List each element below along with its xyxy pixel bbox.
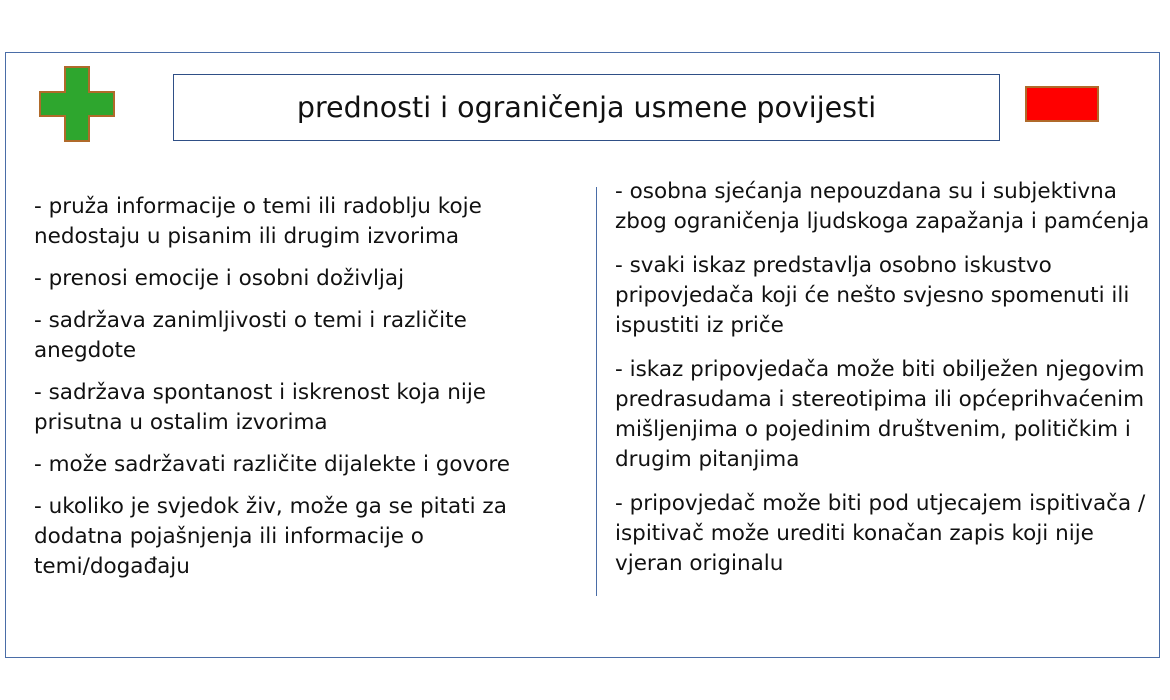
advantage-item: - ukoliko je svjedok živ, može ga se pitati za dodatna pojašnjenja ili informacije o temi/događaju bbox=[34, 494, 507, 579]
advantages-list bbox=[34, 192, 564, 594]
advantage-item: - sadržava zanimljivosti o temi i različite anegdote bbox=[34, 308, 467, 363]
minus-icon bbox=[1025, 86, 1099, 122]
advantage-item: - može sadržavati različite dijalekte i govore bbox=[34, 452, 511, 477]
advantage-item: - pruža informacije o temi ili radoblju koje nedostaju u pisanim ili drugim izvorima bbox=[34, 194, 482, 249]
plus-icon bbox=[39, 66, 115, 142]
advantage-item: - sadržava spontanost i iskrenost koja nije prisutna u ostalim izvorima bbox=[34, 380, 487, 435]
advantage-item: - prenosi emocije i osobni doživljaj bbox=[34, 266, 405, 291]
column-divider bbox=[596, 187, 597, 596]
limitations-list bbox=[615, 177, 1160, 593]
limitation-item: - iskaz pripovjedača može biti obilježen njegovim predrasudama i stereotipima ili općeprihvaćenim mišljenjima o pojedinim društvenim, političkim i drugim pitanjima bbox=[615, 357, 1145, 472]
limitation-item: - pripovjedač može biti pod utjecajem ispitivača / ispitivač može urediti konačan zapis koji nije vjeran originalu bbox=[615, 491, 1146, 576]
limitation-item: - svaki iskaz predstavlja osobno iskustvo pripovjedača koji će nešto svjesno spomenuti ili ispustiti iz priče bbox=[615, 253, 1130, 338]
limitation-item: - osobna sjećanja nepouzdana su i subjektivna zbog ograničenja ljudskoga zapažanja i pamćenja bbox=[615, 179, 1150, 234]
title-box bbox=[173, 74, 1000, 141]
page-title: prednosti i ograničenja usmene povijesti bbox=[296, 91, 877, 124]
